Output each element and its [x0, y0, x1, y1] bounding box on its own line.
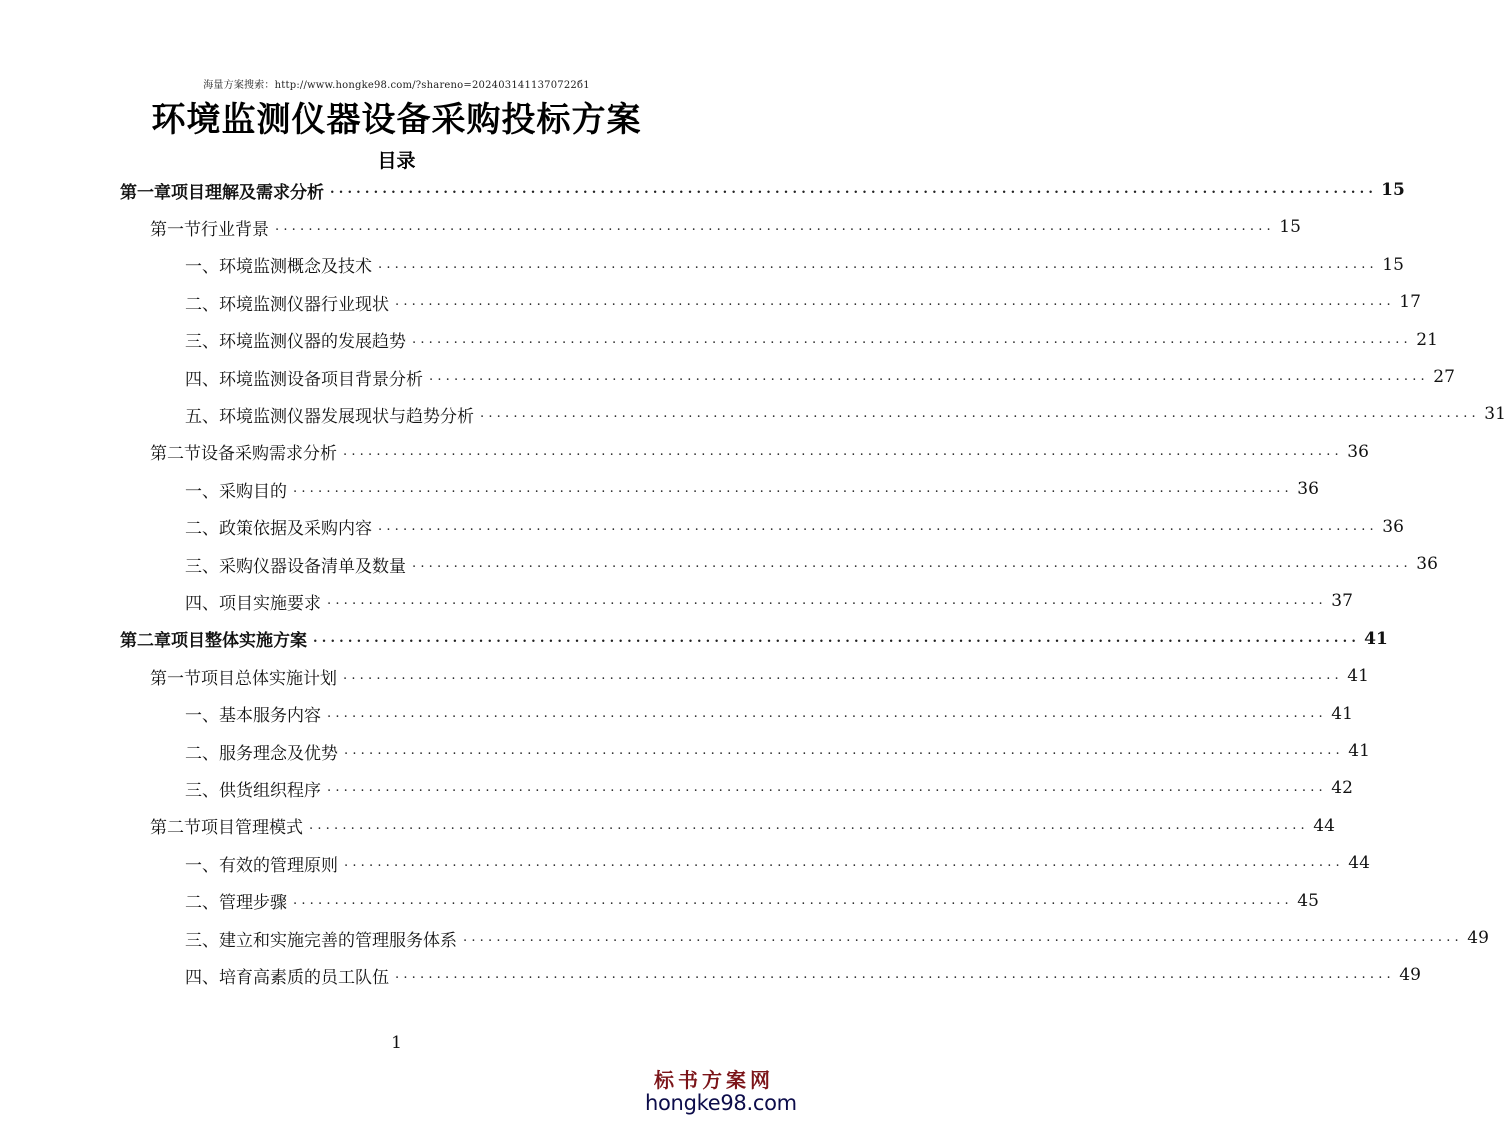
toc-entry-section[interactable]	[150, 811, 1335, 841]
toc-entry-number: 第一节	[150, 668, 201, 689]
toc-entry-page: 44	[1348, 853, 1370, 874]
toc-entry-title: 项目理解及需求分析	[171, 182, 324, 203]
toc-entry-number: 一、	[185, 706, 219, 727]
toc-entry-title: 设备采购需求分析	[201, 444, 337, 465]
toc-entry-item[interactable]	[185, 287, 1421, 317]
toc-entry-leader-dots: ........................................................................................................................	[343, 443, 1343, 459]
watermark-en-text: hongke98.com	[645, 1091, 797, 1115]
toc-entry-title: 管理步骤	[219, 893, 287, 914]
toc-entry-number: 三、	[185, 332, 219, 353]
toc-entry-page: 36	[1382, 516, 1404, 537]
toc-entry-page: 41	[1331, 703, 1353, 724]
toc-entry-item[interactable]	[185, 586, 1353, 616]
toc-entry-item[interactable]	[185, 773, 1353, 803]
document-title: 环境监测仪器设备采购投标方案	[151, 100, 642, 140]
toc-entry-number: 二、	[185, 893, 219, 914]
toc-entry-title: 环境监测设备项目背景分析	[219, 369, 423, 390]
toc-entry-page: 21	[1416, 329, 1438, 350]
toc-entry-title: 采购目的	[219, 481, 287, 502]
toc-entry-title: 环境监测仪器发展现状与趋势分析	[219, 406, 474, 427]
toc-entry-page: 41	[1364, 628, 1388, 649]
toc-entry-leader-dots: ........................................................................................................................	[327, 593, 1327, 609]
toc-entry-leader-dots: ........................................................................................................................	[343, 668, 1343, 684]
toc-entry-section[interactable]	[150, 212, 1301, 242]
toc-heading: 目录	[377, 150, 416, 172]
toc-entry-leader-dots: ........................................................................................................................	[395, 294, 1395, 310]
toc-entry-number: 第一章	[120, 182, 171, 203]
toc-entry-item[interactable]	[185, 474, 1319, 504]
toc-entry-title: 采购仪器设备清单及数量	[219, 556, 406, 577]
toc-entry-item[interactable]	[185, 250, 1404, 280]
toc-entry-number: 一、	[185, 855, 219, 876]
toc-entry-leader-dots: ........................................................................................................................	[327, 705, 1327, 721]
toc-entry-leader-dots: ........................................................................................................................	[378, 518, 1378, 534]
toc-entry-title: 有效的管理原则	[219, 855, 338, 876]
toc-entry-chapter[interactable]	[120, 175, 1405, 205]
toc-entry-leader-dots: ........................................................................................................................	[344, 743, 1344, 758]
toc-entry-section[interactable]	[150, 661, 1369, 691]
toc-entry-title: 环境监测仪器的发展趋势	[219, 332, 406, 353]
toc-entry-title: 建立和实施完善的管理服务体系	[219, 930, 457, 951]
toc-entry-title: 环境监测仪器行业现状	[219, 294, 389, 315]
toc-entry-leader-dots: ........................................................................................................................	[344, 855, 1344, 871]
toc-entry-page: 41	[1347, 666, 1369, 687]
toc-entry-leader-dots: ........................................................................................................................	[412, 556, 1412, 571]
toc-entry-page: 49	[1467, 928, 1489, 948]
toc-entry-number: 四、	[185, 369, 219, 390]
toc-entry-chapter[interactable]	[120, 624, 1388, 654]
toc-entry-page: 36	[1297, 479, 1319, 500]
toc-entry-item[interactable]	[185, 736, 1370, 766]
toc-entry-section[interactable]	[150, 437, 1369, 467]
watermark-cn-text: 标书方案网	[654, 1068, 774, 1092]
toc-entry-leader-dots: ........................................................................................................................	[463, 930, 1463, 945]
toc-entry-leader-dots: ........................................................................................................................	[313, 630, 1361, 646]
toc-entry-item[interactable]	[185, 549, 1438, 579]
toc-entry-title: 项目管理模式	[201, 818, 303, 839]
toc-entry-item[interactable]	[185, 325, 1438, 355]
toc-entry-number: 二、	[185, 294, 219, 315]
toc-entry-page: 27	[1433, 367, 1455, 387]
toc-entry-number: 二、	[185, 519, 219, 540]
toc-entry-title: 行业背景	[201, 219, 269, 240]
toc-entry-item[interactable]	[185, 512, 1404, 542]
toc-entry-page: 15	[1382, 254, 1404, 275]
toc-entry-page: 31	[1484, 404, 1506, 425]
toc-entry-title: 供货组织程序	[219, 780, 321, 801]
toc-entry-page: 41	[1348, 741, 1370, 761]
toc-entry-title: 政策依据及采购内容	[219, 519, 372, 540]
toc-entry-title: 项目整体实施方案	[171, 631, 307, 652]
toc-entry-page: 45	[1297, 890, 1319, 911]
toc-entry-item[interactable]	[185, 848, 1370, 878]
toc-entry-number: 第二章	[120, 631, 171, 652]
toc-entry-title: 项目实施要求	[219, 593, 321, 614]
toc-entry-title: 培育高素质的员工队伍	[219, 967, 389, 988]
toc-entry-number: 第二节	[150, 818, 201, 839]
toc-entry-number: 四、	[185, 967, 219, 988]
toc-entry-number: 三、	[185, 930, 219, 951]
toc-entry-leader-dots: ........................................................................................................................	[395, 967, 1395, 983]
toc-entry-item[interactable]	[185, 399, 1506, 429]
toc-entry-item[interactable]	[185, 960, 1421, 990]
toc-entry-leader-dots: ........................................................................................................................	[378, 256, 1378, 272]
toc-entry-page: 42	[1331, 778, 1353, 799]
toc-entry-title: 基本服务内容	[219, 706, 321, 727]
toc-entry-page: 44	[1313, 815, 1335, 836]
toc-entry-number: 第一节	[150, 219, 201, 240]
toc-entry-page: 49	[1399, 965, 1421, 986]
toc-entry-number: 三、	[185, 556, 219, 577]
toc-entry-number: 三、	[185, 780, 219, 801]
toc-entry-page: 17	[1399, 292, 1421, 313]
toc-entry-leader-dots: ........................................................................................................................	[309, 817, 1309, 833]
toc-entry-leader-dots: ........................................................................................................................	[293, 481, 1293, 497]
toc-entry-number: 一、	[185, 481, 219, 502]
toc-entry-leader-dots: ........................................................................................................................	[412, 331, 1412, 347]
toc-entry-page: 36	[1416, 554, 1438, 574]
toc-entry-page: 37	[1331, 591, 1353, 612]
toc-entry-leader-dots: ........................................................................................................................	[275, 219, 1275, 235]
toc-entry-title: 环境监测概念及技术	[219, 257, 372, 278]
toc-entry-page: 15	[1279, 217, 1301, 238]
toc-entry-leader-dots: ........................................................................................................................	[293, 892, 1293, 908]
watermark-logo	[645, 1064, 797, 1115]
toc-entry-leader-dots: ........................................................................................................................	[480, 406, 1480, 422]
toc-entry-title: 项目总体实施计划	[201, 668, 337, 689]
toc-entry-leader-dots: ........................................................................................................................	[330, 182, 1378, 197]
toc-entry-number: 一、	[185, 257, 219, 278]
toc-entry-number: 四、	[185, 593, 219, 614]
toc-entry-leader-dots: ........................................................................................................................	[429, 369, 1429, 384]
toc-entry-page: 36	[1347, 441, 1369, 462]
toc-entry-number: 二、	[185, 743, 219, 764]
toc-entry-title: 服务理念及优势	[219, 743, 338, 764]
toc-entry-item[interactable]	[185, 923, 1489, 953]
toc-entry-leader-dots: ........................................................................................................................	[327, 780, 1327, 796]
toc-entry-item[interactable]	[185, 886, 1319, 916]
toc-entry-page: 15	[1381, 180, 1405, 200]
toc-entry-number: 五、	[185, 406, 219, 427]
toc-entry-item[interactable]	[185, 362, 1455, 392]
header-search-url: 海量方案搜索：http://www.hongke98.com/?shareno=2024031411370722б1	[203, 80, 590, 91]
toc-entry-item[interactable]	[185, 699, 1353, 729]
toc-entry-number: 第二节	[150, 444, 201, 465]
page-number: 1	[391, 1033, 402, 1053]
